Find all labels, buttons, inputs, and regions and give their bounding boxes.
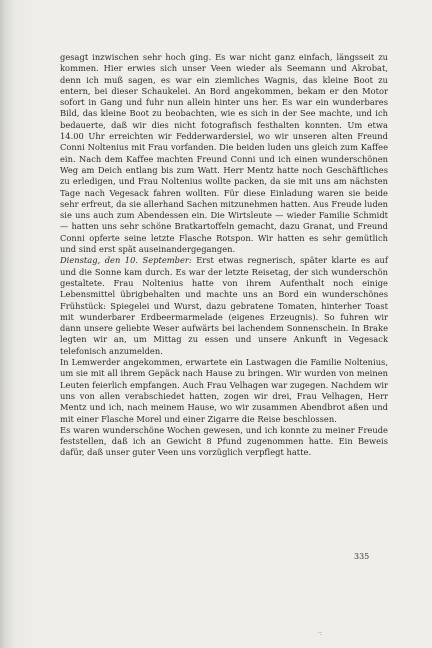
body-text	[60, 52, 388, 459]
paragraph-4-text: Es waren wunderschöne Wochen gewesen, und ich konnte zu meiner Freude feststellen, daß ich an Gewicht 8 Pfund zugenommen hatte. Ein Beweis dafür, daß unser guter Veen uns vorzüglich verpflegt hatte.	[60, 424, 388, 458]
entry-date: Dienstag, den 10. September:	[60, 255, 192, 266]
paragraph-1	[60, 52, 388, 255]
paragraph-4	[60, 425, 388, 459]
paragraph-3-text: In Lemwerder angekommen, erwartete ein Lastwagen die Familie Noltenius, um sie mit all ihrem Gepäck nach Hause zu bringen. Wir wurden von meinen Leuten feierlich empfangen. Auch Frau Velhagen war zugegen. Nachdem wir uns von allen verabschiedet hatten, zogen wir drei, Frau Velhagen, Herr Mentz und ich, nach meinem Hause, wo wir zusammen Abendbrot aßen und mit einer Flasche Morel und einer Zigarre die Reise beschlossen.	[60, 357, 388, 424]
paragraph-3	[60, 357, 388, 425]
print-speck: ·:	[318, 630, 322, 637]
paragraph-2	[60, 255, 388, 357]
paragraph-1-text: gesagt inzwischen sehr hoch ging. Es war nicht ganz einfach, längsseit zu kommen. Hier erwies sich unser Veen wieder als Seemann und Akrobat, denn ich muß sagen, es war ein ziemliches Wagnis, das kleine Boot zu entern, bei dieser Schaukelei. An Bord angekommen, bekam er den Motor sofort in Gang und fuhr nun allein hinter uns her. Es war ein wunderbares Bild, das kleine Boot zu beobachten, wie es sich in der See machte, und ich bedauerte, daß wir dies nicht fotografisch festhalten konnten. Um etwa 14.00 Uhr erreichten wir Fedderwardersiel, wo wir unseren alten Freund Conni Noltenius mit Frau vorfanden. Die beiden luden uns gleich zum Kaffee ein. Nach dem Kaffee machten Freund Conni und ich einen wunderschönen Weg am Deich entlang bis zum Watt. Herr Mentz hatte noch Geschäftliches zu erledigen, und Frau Noltenius wollte packen, da sie mit uns am nächsten Tage nach Vegesack fahren wollten. Für diese Einladung waren sie beide sehr erfreut, da sie allerhand Sachen mitzunehmen hatten. Aus Freude luden sie uns auch zum Abendessen ein. Die Wirtsleute — wieder Familie Schmidt — hatten uns sehr schöne Bratkartoffeln gemacht, dazu Granat, und Freund Conni opferte seine letzte Flasche Rotspon. Wir hatten es sehr gemütlich und sind erst spät auseinandergegangen.	[60, 52, 388, 255]
page-number: 335	[354, 552, 370, 561]
paragraph-2-text: Erst etwas regnerisch, später klarte es auf und die Sonne kam durch. Es war der letzte Reisetag, der sich wunderschön gestaltete. Frau Noltenius hatte von ihrem Aufenthalt noch einige Lebensmittel übrigbehalten und machte uns an Bord ein wunderschönes Frühstück: Spiegelei und Wurst, dazu gebratene Tomaten, hinterher Toast mit wunderbarer Erdbeermarmelade (eigenes Erzeugnis). So fuhren wir dann unsere geliebte Weser aufwärts bei lachendem Sonnenschein. In Brake legten wir an, um Mittag zu essen und unsere Ankunft in Vegesack telefonisch anzumelden.	[60, 255, 388, 356]
